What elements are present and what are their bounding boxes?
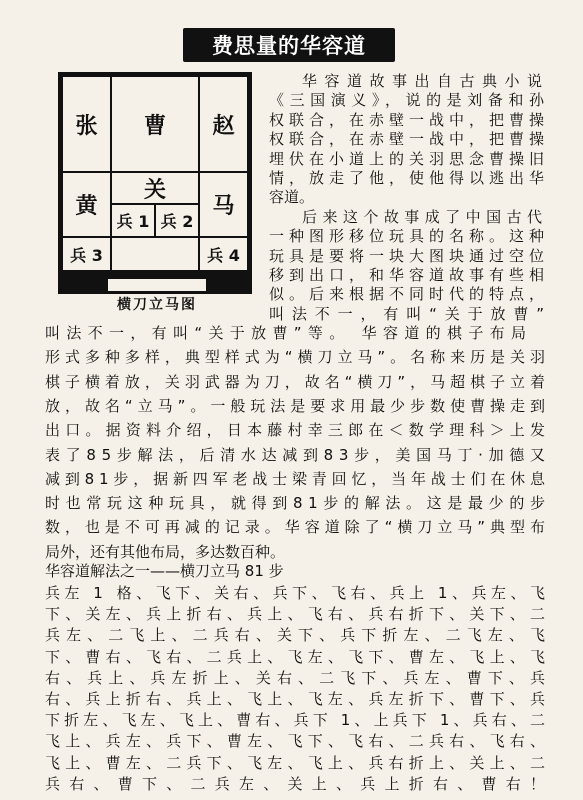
text-line: 兵右、曹下、二兵左、关上、兵上折右、曹右！: [45, 774, 555, 793]
piece-cao: 曹: [112, 77, 198, 171]
text-line: 时也常玩这种玩具，就得到81步的解法。这是最少的步: [45, 494, 551, 513]
piece-bing4: 兵 4: [200, 238, 247, 270]
piece-zhao: 赵: [200, 77, 247, 171]
text-line: 局外，还有其他布局，多达数百种。: [45, 542, 286, 561]
text-line: 华容道故事出自古典小说: [302, 72, 550, 90]
page-title: 费思量的华容道: [183, 28, 395, 62]
text-line: 兵左 1 格、飞下、关右、兵下、飞右、兵上 1、兵左、飞: [45, 584, 550, 602]
text-line: 右、兵上、兵左折上、关右、二飞下、兵左、曹下、兵: [45, 668, 552, 687]
text-line: 《三国演义》，说的是刘备和孙: [269, 91, 550, 110]
text-line: 玩具是要将一块大图块通过空位: [269, 246, 549, 265]
text-line: 减到81步，据新四军老战士梁青回忆，当年战士们在休息: [45, 469, 550, 488]
text-line: 移到出口，和华容道故事有些相: [269, 266, 549, 284]
text-line: 埋伏在小道上的关羽思念曹操旧: [269, 149, 549, 168]
text-line: 下、关左、兵上折右、兵上、飞右、兵右折下、关下、二: [45, 605, 551, 624]
text-line: 似。后来根据不同时代的特点，: [269, 285, 549, 304]
piece-guan: 关: [112, 173, 198, 203]
text-line: 权联合，在赤壁一战中，把曹操: [269, 130, 549, 149]
piece-ma: 马: [200, 173, 247, 236]
text-line: 兵左、二飞上、二兵右、关下、兵下折左、二飞左、飞: [45, 626, 552, 645]
text-line: 飞上、兵左、兵下、曹左、飞下、飞右、二兵右、飞右、: [45, 732, 551, 751]
text-line: 权联合，在赤壁一战中，把曹操: [269, 110, 549, 129]
piece-zhang: 张: [63, 77, 110, 171]
text-line: 叫法不一，有叫“关于放曹”: [269, 304, 552, 323]
text-line: 下、曹右、飞右、二兵上、飞左、飞下、曹左、飞上、飞: [45, 647, 551, 666]
text-line: 飞上、曹左、二兵下、飞左、飞上、兵右折上、关上、二: [45, 753, 551, 772]
text-line: 数，也是不可再减的记录。华容道除了“横刀立马”典型布: [45, 518, 550, 537]
board-caption: 横刀立马图: [117, 297, 197, 313]
huarongdao-board: [58, 72, 252, 294]
text-line: 情，放走了他，使他得以逃出华: [269, 169, 549, 187]
text-line: 表了85步解法，后清水达减到83步，美国马丁·加德又: [45, 445, 551, 464]
text-line: 右、兵上折右、兵上、飞上、飞左、兵左折下、曹下、兵: [45, 690, 551, 708]
empty-space: [112, 238, 198, 270]
text-line: 下折左、飞左、飞上、曹右、兵下 1、上兵下 1、兵右、二: [45, 711, 550, 730]
text-line: 容道。: [269, 188, 315, 207]
piece-bing1: 兵 1: [112, 205, 154, 236]
piece-huang: 黄: [63, 173, 110, 236]
piece-bing2: 兵 2: [156, 205, 198, 236]
text-line: 一种图形移位玩具的名称。这种: [269, 227, 549, 246]
text-line: 出口。据资料介绍，日本藤村幸三郎在＜数学理科＞上发: [45, 421, 551, 440]
text-line: 形式多种多样，典型样式为“横刀立马”。名称来历是关羽: [45, 348, 550, 367]
text-line: 后来这个故事成了中国古代: [302, 207, 548, 226]
piece-bing3: 兵 3: [63, 238, 110, 270]
solution-title: 华容道解法之一——横刀立马 81 步: [45, 562, 284, 580]
board-exit: [108, 279, 206, 291]
text-line: 叫法不一，有叫“关于放曹”等。 华容道的棋子布局: [45, 324, 533, 342]
text-line: 棋子横着放，关羽武器为刀，故名“横刀”，马超棋子立着: [45, 372, 550, 391]
text-line: 放，故名“立马”。一般玩法是要求用最少步数使曹操走到: [45, 396, 550, 415]
